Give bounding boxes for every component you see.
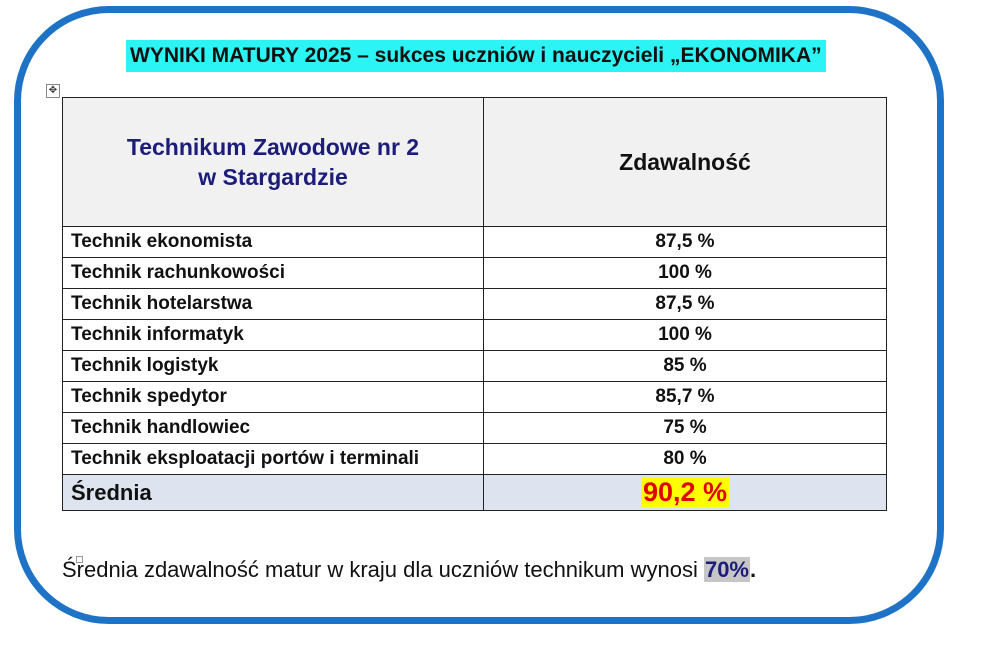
average-row bbox=[63, 475, 887, 511]
table-row bbox=[63, 413, 887, 444]
row-value: 87,5 % bbox=[484, 227, 887, 258]
table-row bbox=[63, 320, 887, 351]
row-value: 85,7 % bbox=[484, 382, 887, 413]
row-value: 100 % bbox=[484, 320, 887, 351]
table-row bbox=[63, 382, 887, 413]
row-name: Technik handlowiec bbox=[63, 413, 484, 444]
table-header-row bbox=[63, 98, 887, 227]
row-value: 85 % bbox=[484, 351, 887, 382]
row-value: 87,5 % bbox=[484, 289, 887, 320]
page-title: WYNIKI MATURY 2025 – sukces uczniów i nauczycieli „EKONOMIKA” bbox=[126, 40, 826, 72]
note-highlight: 70% bbox=[704, 557, 749, 582]
row-name: Technik ekonomista bbox=[63, 227, 484, 258]
row-value: 80 % bbox=[484, 444, 887, 475]
table-row bbox=[63, 444, 887, 475]
average-cell bbox=[484, 475, 887, 511]
results-table bbox=[62, 97, 887, 511]
header-school bbox=[63, 98, 484, 227]
table-row bbox=[63, 289, 887, 320]
row-name: Technik informatyk bbox=[63, 320, 484, 351]
row-name: Technik spedytor bbox=[63, 382, 484, 413]
table-row bbox=[63, 227, 887, 258]
header-school-line1: Technikum Zawodowe nr 2 bbox=[126, 134, 420, 160]
average-label: Średnia bbox=[63, 475, 484, 511]
row-value: 75 % bbox=[484, 413, 887, 444]
row-name: Technik hotelarstwa bbox=[63, 289, 484, 320]
average-value: 90,2 % bbox=[642, 477, 728, 507]
row-name: Technik eksploatacji portów i terminali bbox=[63, 444, 484, 475]
note-text: Średnia zdawalność matur w kraju dla uczniów technikum wynosi bbox=[62, 557, 704, 582]
table-row bbox=[63, 351, 887, 382]
note-end: . bbox=[750, 557, 757, 582]
table-row bbox=[63, 258, 887, 289]
header-school-line2: w Stargardzie bbox=[198, 164, 348, 190]
national-average-note bbox=[62, 557, 756, 583]
row-name: Technik logistyk bbox=[63, 351, 484, 382]
header-pass-rate: Zdawalność bbox=[484, 98, 887, 227]
row-value: 100 % bbox=[484, 258, 887, 289]
row-name: Technik rachunkowości bbox=[63, 258, 484, 289]
table-move-handle-icon[interactable]: ✥ bbox=[46, 84, 60, 98]
